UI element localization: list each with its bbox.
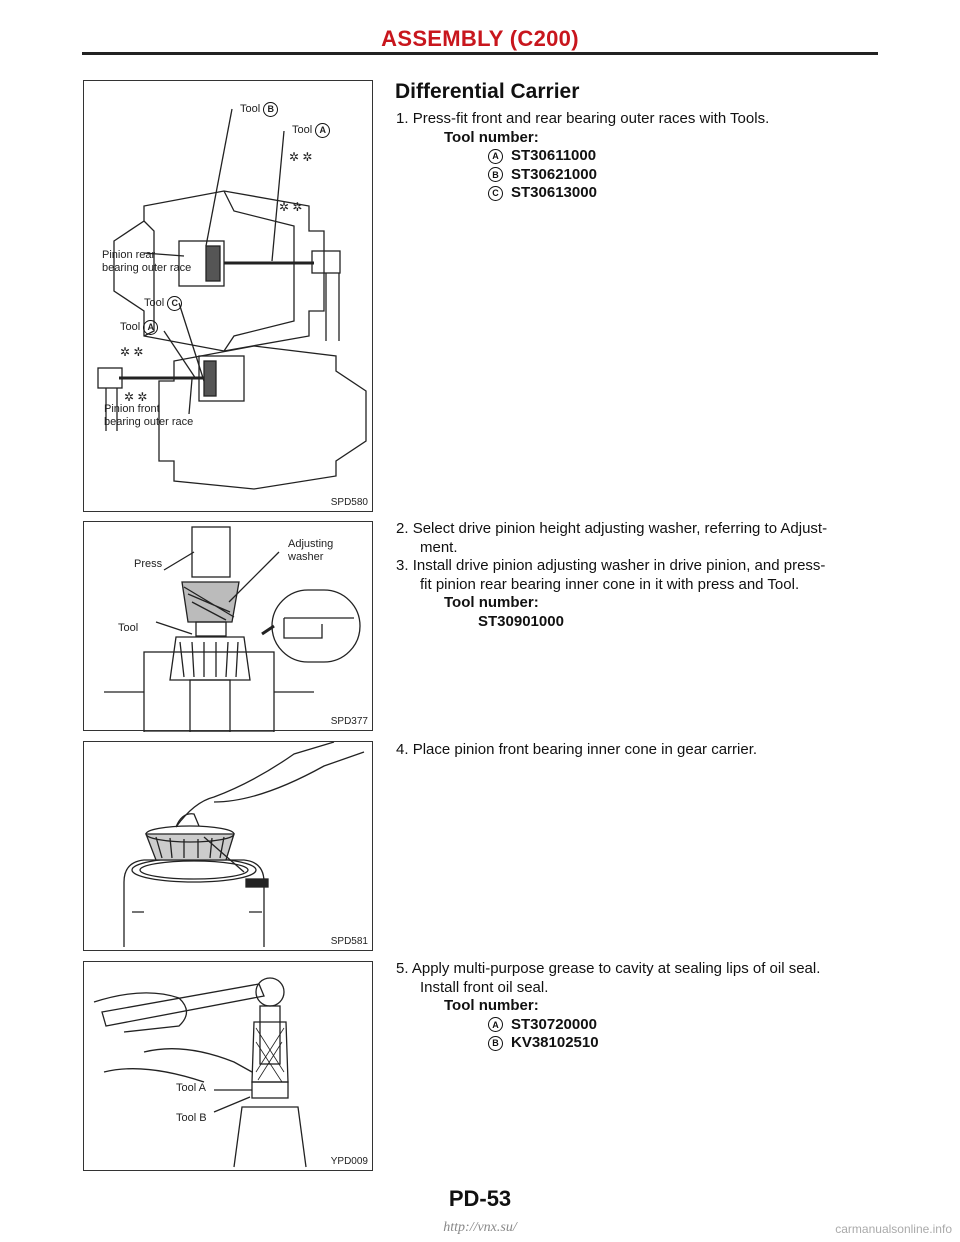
svg-text:✲ ✲: ✲ ✲ [120, 345, 144, 359]
label-press: Press [134, 558, 163, 570]
badge-icon: B [488, 167, 503, 182]
figure-ypd009 [83, 961, 373, 1171]
figure-code: SPD377 [330, 716, 368, 727]
badge-icon: A [315, 123, 330, 138]
badge-icon: A [488, 149, 503, 164]
step-3: 3. Install drive pinion adjusting washer in drive pinion, and press- fit pinion rear bearing inner cone in it with press and Tool. Tool number: ST30901000 [396, 557, 826, 630]
badge-icon: C [167, 296, 182, 311]
figure-spd580 [83, 80, 373, 512]
label-pinion-front: Pinion front bearing outer race [104, 403, 194, 428]
badge-icon: A [143, 320, 158, 335]
badge-icon: B [488, 1036, 503, 1051]
svg-text:✲ ✲: ✲ ✲ [289, 150, 313, 164]
watermark: carmanualsonline.info [835, 1222, 952, 1236]
label-tool: Tool [118, 622, 139, 634]
figure-spd580-drawing [84, 81, 374, 513]
svg-text:✲ ✲: ✲ ✲ [124, 390, 148, 404]
figure-code: SPD581 [330, 936, 368, 947]
badge-icon: C [488, 186, 503, 201]
label-tool-c: Tool C [144, 296, 190, 311]
section-title: Differential Carrier [395, 80, 580, 103]
label-tool-a: Tool A [176, 1082, 206, 1094]
footer-url-link[interactable]: http://vnx.su/ [443, 1220, 517, 1235]
figure-code: SPD580 [330, 497, 368, 508]
figure-spd581-drawing [84, 742, 374, 952]
figure-code: YPD009 [330, 1156, 368, 1167]
badge-icon: B [263, 102, 278, 117]
label-pinion-rear: Pinion rear bearing outer race [102, 249, 192, 274]
step-2: 2. Select drive pinion height adjusting washer, referring to Adjust- ment. [396, 520, 828, 556]
step-1: 1. Press-fit front and rear bearing outer races with Tools. Tool number: A ST30611000 B ST30621000 C ST30613000 [396, 110, 770, 201]
step-5: 5. Apply multi-purpose grease to cavity at sealing lips of oil seal. Install front oil seal. Tool number: A ST30720000 B KV38102510 [396, 960, 821, 1051]
badge-icon: A [488, 1017, 503, 1032]
label-tool-b: Tool B [176, 1112, 207, 1124]
figure-spd581 [83, 741, 373, 951]
label-tool-a: Tool A [292, 123, 338, 138]
step-4: 4. Place pinion front bearing inner cone in gear carrier. [396, 741, 758, 758]
figure-ypd009-drawing [84, 962, 374, 1172]
page-number: PD-53 [448, 1186, 512, 1211]
label-adjusting-washer: Adjusting washer [288, 538, 334, 563]
section-header: ASSEMBLY (C200) [381, 26, 579, 51]
svg-text:✲ ✲: ✲ ✲ [279, 200, 303, 214]
label-tool-b: Tool B [240, 102, 286, 117]
header-rule [82, 52, 878, 55]
label-tool-a-lower: Tool A [120, 320, 166, 335]
figure-spd377 [83, 521, 373, 731]
